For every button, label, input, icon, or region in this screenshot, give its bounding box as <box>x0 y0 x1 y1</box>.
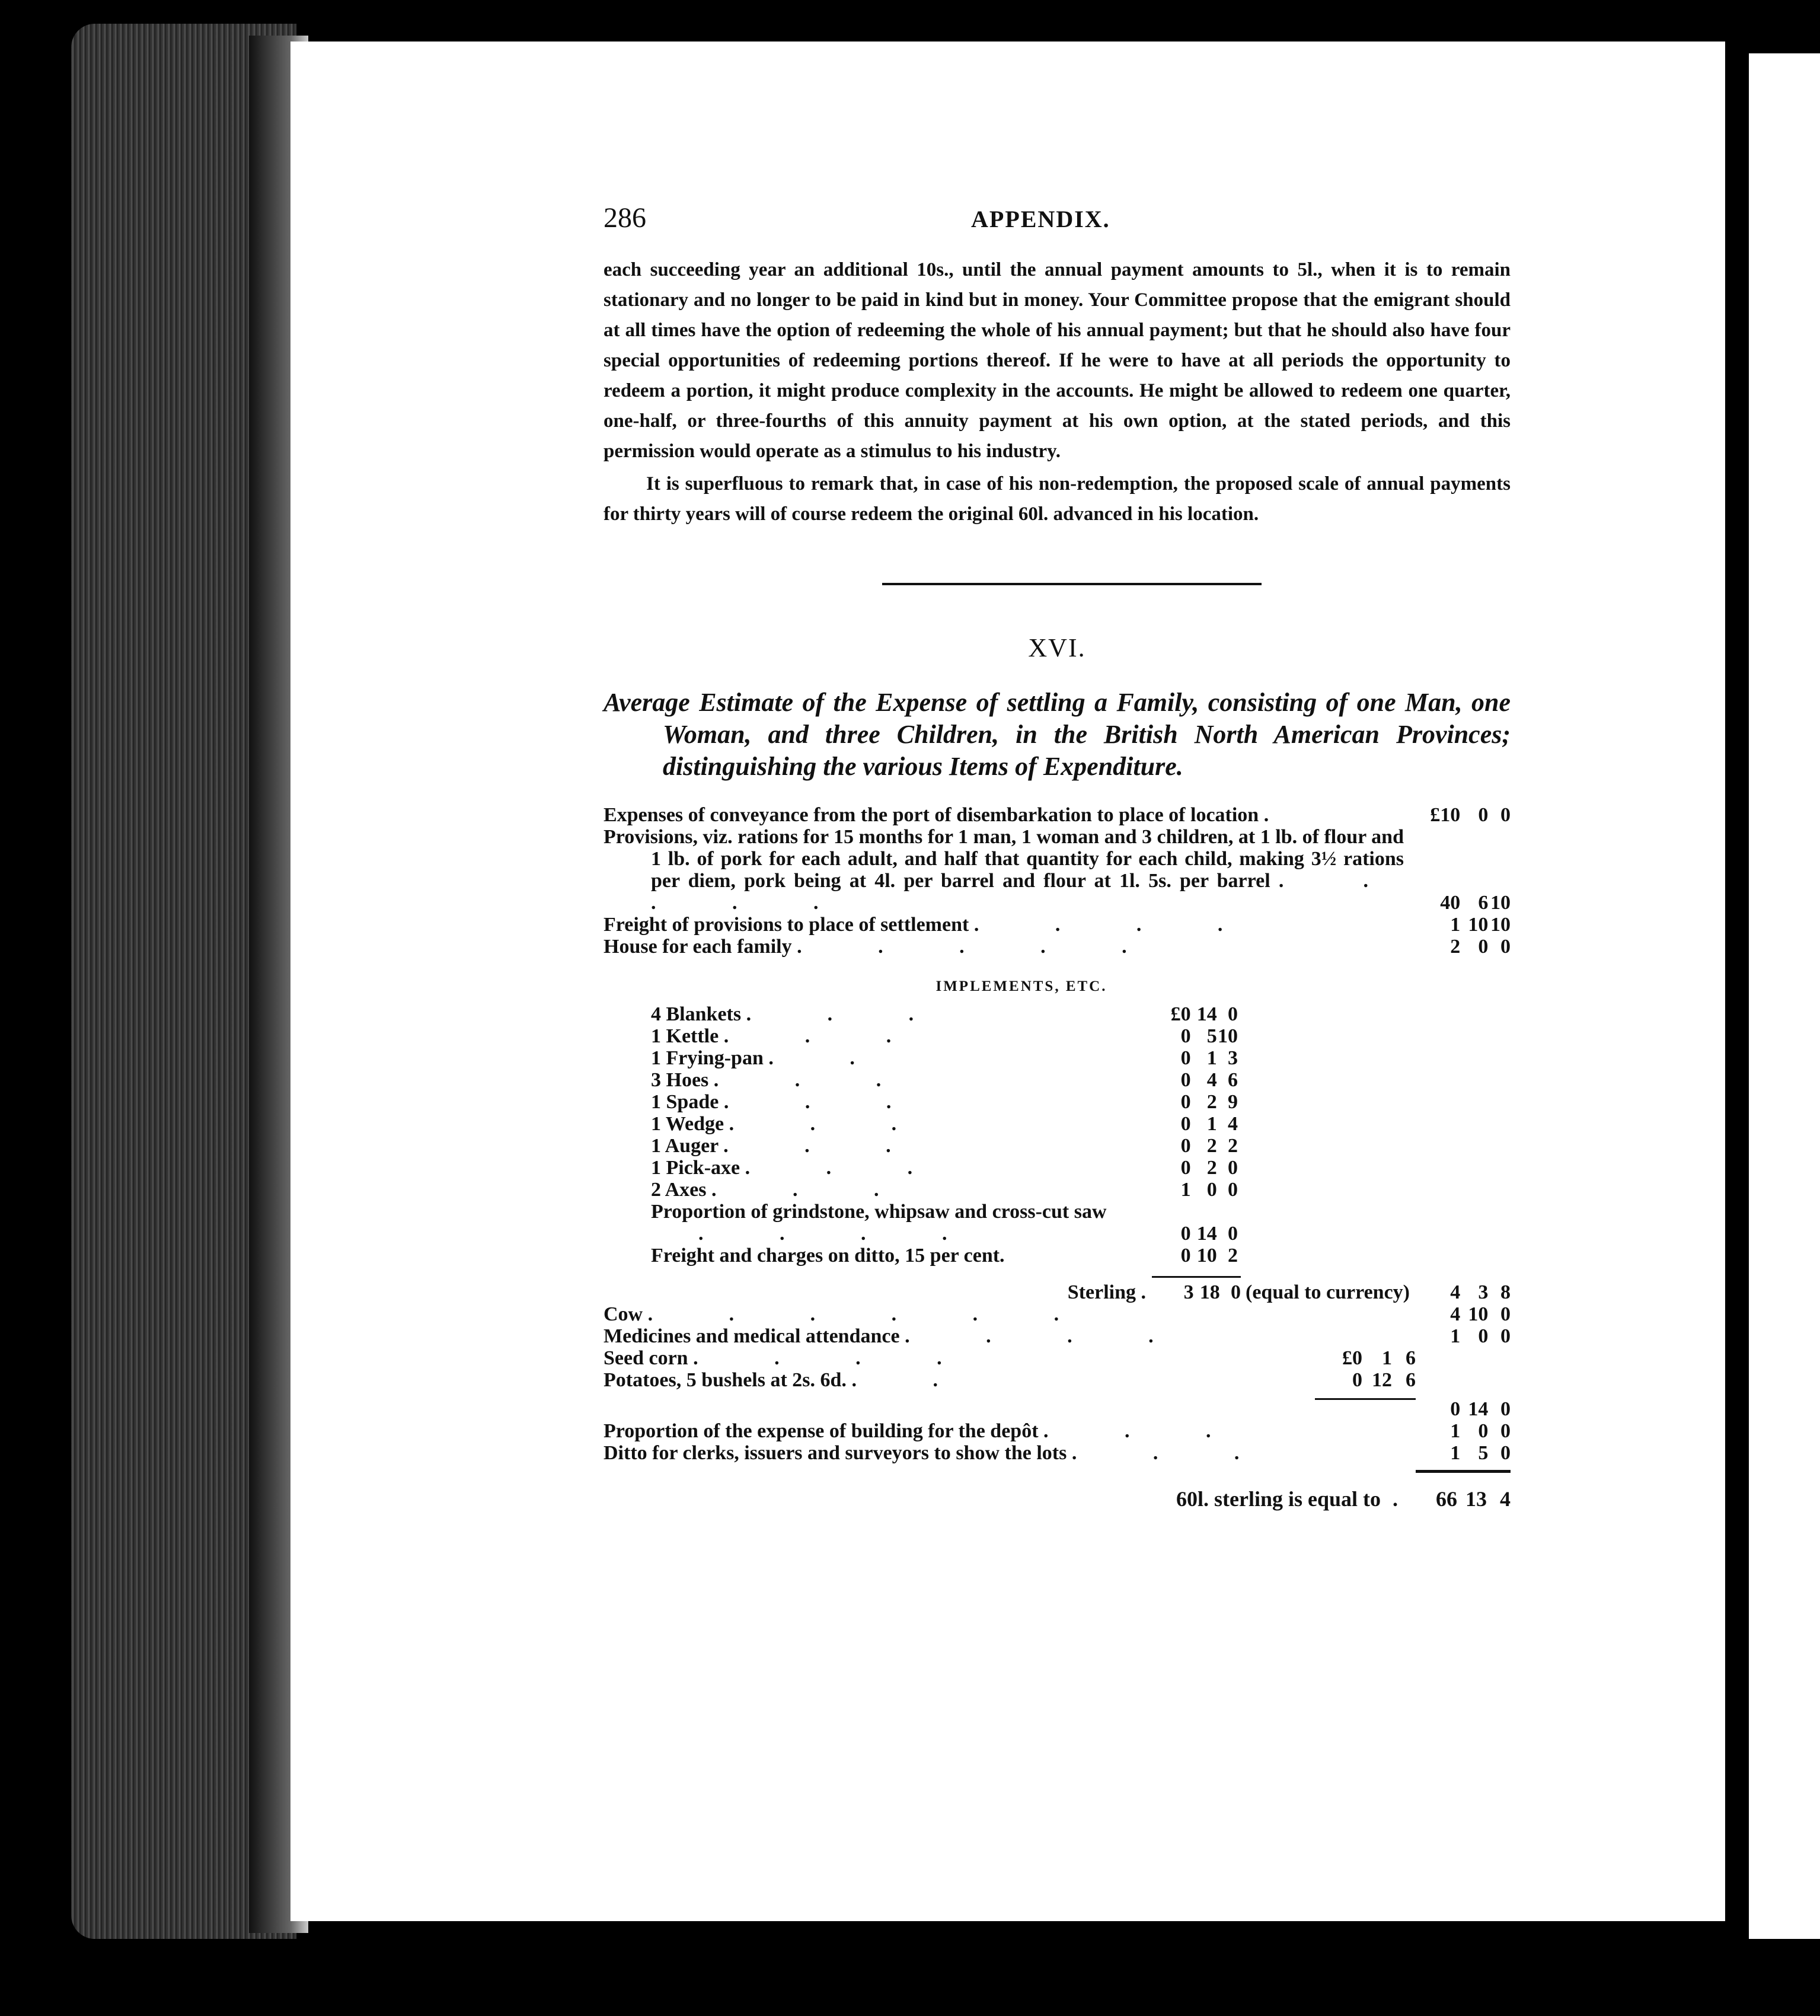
pence: 6 <box>1228 1069 1238 1091</box>
item-label: Ditto for clerks, issuers and surveyors to show the lots <box>604 1442 1067 1464</box>
pounds: £0 <box>1342 1347 1362 1369</box>
subtotal-rule <box>1315 1398 1416 1420</box>
pounds: 2 <box>1450 936 1461 958</box>
pence: 0 <box>1228 1179 1238 1201</box>
leader-dots: . . . . . <box>651 870 1404 914</box>
item-label: Freight of provisions to place of settlement <box>604 914 969 936</box>
leader-dots: . . . <box>1043 1420 1247 1442</box>
implements-list <box>651 1003 1238 1267</box>
leader-dots: . . . <box>723 1025 927 1047</box>
amount <box>1416 1398 1511 1420</box>
amount <box>1416 1281 1511 1303</box>
gutter <box>1725 36 1749 1933</box>
pence: 0 <box>1228 1223 1238 1245</box>
amount <box>1416 1325 1511 1347</box>
item-label: Proportion of the expense of building for the depôt <box>604 1420 1039 1442</box>
leader-dots: . . . <box>723 1091 927 1113</box>
leader-dots: . . <box>851 1369 973 1391</box>
pounds: 1 <box>1450 914 1461 936</box>
amount <box>1149 1025 1238 1047</box>
amount <box>1152 1276 1241 1303</box>
leader-dots: . . . . <box>693 1347 978 1369</box>
leader-dots: . . . . . <box>797 936 1163 958</box>
pence: 4 <box>1500 1487 1511 1511</box>
pounds: 1 <box>1450 1420 1461 1442</box>
table-row <box>604 1369 1511 1391</box>
pence: 2 <box>1228 1135 1238 1157</box>
item-label: 1 Kettle <box>651 1025 719 1047</box>
leader-dots: . <box>1263 804 1305 826</box>
item-label: Proportion of grindstone, whipsaw and cross-cut saw <box>651 1201 1107 1223</box>
amount <box>1416 1420 1511 1442</box>
table-row <box>651 1245 1238 1267</box>
pence: 0 <box>1231 1281 1241 1303</box>
leader-dots: . . . <box>746 1003 950 1025</box>
pence: 10 <box>1218 1025 1238 1047</box>
pence: 10 <box>1490 892 1511 914</box>
paragraph: It is superfluous to remark that, in case of his non-redemption, the proposed scale of annual payments for thirty years will of course redeem the original 60l. advanced in his location. <box>604 473 1511 525</box>
leader-dots: . . . . <box>973 914 1259 936</box>
pence: 0 <box>1228 1157 1238 1179</box>
leader-dots: . . . <box>711 1179 915 1201</box>
table-row <box>604 1442 1511 1464</box>
leader-dots: . . . <box>729 1113 933 1135</box>
pence: 0 <box>1500 804 1511 826</box>
implements-heading: IMPLEMENTS, ETC. <box>935 978 1107 994</box>
pounds: 40 <box>1440 892 1461 914</box>
table-row <box>651 1113 1238 1135</box>
item-label: 2 Axes <box>651 1179 707 1201</box>
amount <box>1149 1135 1238 1157</box>
section-divider <box>882 583 1262 585</box>
item-label: Seed corn <box>604 1347 688 1369</box>
amount <box>1149 1245 1238 1267</box>
shillings: 0 <box>1478 1420 1489 1442</box>
table-row <box>604 1347 1511 1369</box>
item-label: Freight and charges on ditto, 15 per cent. <box>651 1245 1005 1267</box>
pence: 6 <box>1406 1347 1416 1369</box>
table-row <box>604 804 1511 826</box>
amount <box>1315 1369 1416 1391</box>
item-label: Potatoes, 5 bushels at 2s. 6d. <box>604 1369 847 1391</box>
shillings: 5 <box>1206 1025 1217 1047</box>
shillings: 12 <box>1372 1369 1392 1391</box>
table-row <box>604 826 1511 914</box>
pence: 0 <box>1500 1398 1511 1420</box>
page-number: 286 <box>604 202 646 234</box>
shillings: 1 <box>1382 1347 1392 1369</box>
shillings: 0 <box>1206 1179 1217 1201</box>
pounds: 0 <box>1180 1025 1191 1047</box>
shillings: 10 <box>1468 914 1489 936</box>
shillings: 13 <box>1465 1487 1487 1511</box>
pounds: 0 <box>1352 1369 1362 1391</box>
table-row <box>604 936 1511 958</box>
table-row <box>651 1003 1238 1025</box>
amount <box>1416 914 1511 936</box>
pence: 3 <box>1228 1047 1238 1069</box>
pounds: 0 <box>1180 1223 1191 1245</box>
shillings: 18 <box>1199 1281 1220 1303</box>
leader-dots: . . . <box>745 1157 949 1179</box>
pounds: 4 <box>1450 1303 1461 1325</box>
currency-note: (equal to currency) <box>1246 1281 1410 1303</box>
table-row <box>651 1135 1238 1157</box>
leader-dots: . . . <box>713 1069 917 1091</box>
item-label: Cow <box>604 1303 643 1325</box>
section-number: XVI. <box>1028 633 1086 662</box>
shillings: 2 <box>1206 1157 1217 1179</box>
table-row <box>651 1047 1238 1069</box>
book-page <box>290 42 1725 1921</box>
pence: 2 <box>1228 1245 1238 1267</box>
pounds: 3 <box>1183 1281 1194 1303</box>
shillings: 10 <box>1468 1303 1489 1325</box>
table-row <box>651 1025 1238 1047</box>
pounds: 0 <box>1450 1398 1461 1420</box>
pence: 0 <box>1228 1003 1238 1025</box>
pounds: 0 <box>1180 1135 1191 1157</box>
pounds: 1 <box>1450 1442 1461 1464</box>
sterling-row: Sterling . 3 18 0 (equal to currency) 4 3 8 <box>604 1276 1511 1303</box>
shillings: 0 <box>1478 1325 1489 1347</box>
leader-dots: . . . <box>723 1135 927 1157</box>
item-label: Medicines and medical attendance <box>604 1325 900 1347</box>
pence: 0 <box>1500 1442 1511 1464</box>
sterling-label: Sterling <box>1067 1281 1136 1303</box>
table-row <box>651 1201 1238 1245</box>
pence: 0 <box>1500 1420 1511 1442</box>
shillings: 14 <box>1196 1223 1217 1245</box>
amount <box>1416 1442 1511 1464</box>
item-label: 4 Blankets <box>651 1003 742 1025</box>
leader-dots: . . . . . . <box>647 1303 1095 1325</box>
shillings: 14 <box>1196 1003 1217 1025</box>
table-row <box>651 1179 1238 1201</box>
amount <box>1416 1303 1511 1325</box>
pounds: 4 <box>1450 1281 1461 1303</box>
table-row <box>604 1303 1511 1325</box>
item-label: 1 Wedge <box>651 1113 724 1135</box>
page-content <box>604 202 1511 1510</box>
item-label: 1 Auger <box>651 1135 719 1157</box>
amount <box>1149 1157 1238 1179</box>
item-label: House for each family <box>604 936 792 958</box>
total-rule-row <box>604 1470 1511 1479</box>
pounds: 0 <box>1180 1069 1191 1091</box>
shillings: 14 <box>1468 1398 1489 1420</box>
amount <box>1416 804 1511 826</box>
shillings: 6 <box>1478 892 1489 914</box>
pounds: 1 <box>1180 1179 1191 1201</box>
leader-dots: . . . . <box>905 1325 1189 1347</box>
running-head: APPENDIX. <box>971 206 1110 232</box>
leader-dots: . . . . <box>698 1223 983 1245</box>
amount <box>1149 1047 1238 1069</box>
table-row <box>604 1420 1511 1442</box>
pence: 4 <box>1228 1113 1238 1135</box>
pounds: 0 <box>1180 1047 1191 1069</box>
table-row <box>604 1325 1511 1347</box>
total-rule <box>1416 1470 1511 1479</box>
pounds: £10 <box>1430 804 1461 826</box>
item-label: 1 Spade <box>651 1091 719 1113</box>
table-title: Average Estimate of the Expense of settling a Family, consisting of one Man, one Woman, and three Children, in the British North American Provinces; distinguishing the various Items of Expenditure. <box>604 688 1511 781</box>
pence: 0 <box>1500 1303 1511 1325</box>
table-row <box>651 1069 1238 1091</box>
amount <box>1410 1488 1511 1510</box>
pence: 10 <box>1490 914 1511 936</box>
amount <box>1149 1113 1238 1135</box>
amount <box>1315 1347 1416 1369</box>
table-row <box>604 914 1511 936</box>
item-label: 1 Frying-pan <box>651 1047 764 1069</box>
paragraph: each succeeding year an additional 10s., until the annual payment amounts to 5l., when it is to remain stationary and no longer to be paid in kind but in money. Your Committee propose that the emigrant should at all times have the option of redeeming the whole of his annual payment; but that he should also have four special opportunities of redeeming portions thereof. If he were to have at all periods the opportunity to redeem a portion, it might produce complexity in the accounts. He might be allowed to redeem one quarter, one-half, or three-fourths of this annuity payment at his own option, at the stated periods, and this permission would operate as a stimulus to his industry. <box>604 259 1511 462</box>
amount <box>1149 1003 1238 1025</box>
shillings: 1 <box>1206 1113 1217 1135</box>
grand-total-row: 60l. sterling is equal to . 66 13 4 <box>1176 1487 1511 1511</box>
shillings: 2 <box>1206 1135 1217 1157</box>
pounds: 0 <box>1180 1157 1191 1179</box>
item-label: 3 Hoes <box>651 1069 709 1091</box>
leader-dots: . . . <box>1071 1442 1275 1464</box>
pounds: 0 <box>1180 1091 1191 1113</box>
shillings: 2 <box>1206 1091 1217 1113</box>
amount <box>1149 1223 1238 1245</box>
pounds: 0 <box>1180 1113 1191 1135</box>
item-label: 1 Pick-axe <box>651 1157 740 1179</box>
pounds: 1 <box>1450 1325 1461 1347</box>
pounds: £0 <box>1170 1003 1191 1025</box>
grand-total-label: 60l. sterling is equal to <box>1176 1487 1381 1511</box>
page-header <box>604 202 1511 249</box>
pence: 6 <box>1406 1369 1416 1391</box>
amount <box>1416 936 1511 958</box>
item-label: Expenses of conveyance from the port of disembarkation to place of location <box>604 804 1259 826</box>
amount <box>1149 1091 1238 1113</box>
shillings: 1 <box>1206 1047 1217 1069</box>
pence: 0 <box>1500 1325 1511 1347</box>
amount <box>1149 1069 1238 1091</box>
shillings: 5 <box>1478 1442 1489 1464</box>
amount <box>1416 892 1511 914</box>
amount <box>1149 1179 1238 1201</box>
body-text <box>604 255 1511 529</box>
shillings: 0 <box>1478 804 1489 826</box>
seed-subtotal-row <box>604 1398 1511 1420</box>
shillings: 3 <box>1478 1281 1489 1303</box>
table-row <box>651 1157 1238 1179</box>
pounds: 0 <box>1180 1245 1191 1267</box>
item-label: Provisions, viz. rations for 15 months for 1 man, 1 woman and 3 children, at 1 lb. of flour and 1 lb. of pork for each adult, and half that quantity for each child, making 3½ rations per diem, pork being at 4l. per barrel and flour at 1l. 5s. per barrel <box>604 826 1404 892</box>
pence: 9 <box>1228 1091 1238 1113</box>
shillings: 4 <box>1206 1069 1217 1091</box>
pence: 8 <box>1500 1281 1511 1303</box>
pounds: 66 <box>1436 1487 1457 1511</box>
table-row <box>651 1091 1238 1113</box>
shillings: 0 <box>1478 936 1489 958</box>
shillings: 10 <box>1196 1245 1217 1267</box>
estimate-table <box>604 804 1511 1510</box>
pence: 0 <box>1500 936 1511 958</box>
leader-dots: . . <box>768 1047 890 1069</box>
facing-page-edge <box>1749 53 1820 1939</box>
